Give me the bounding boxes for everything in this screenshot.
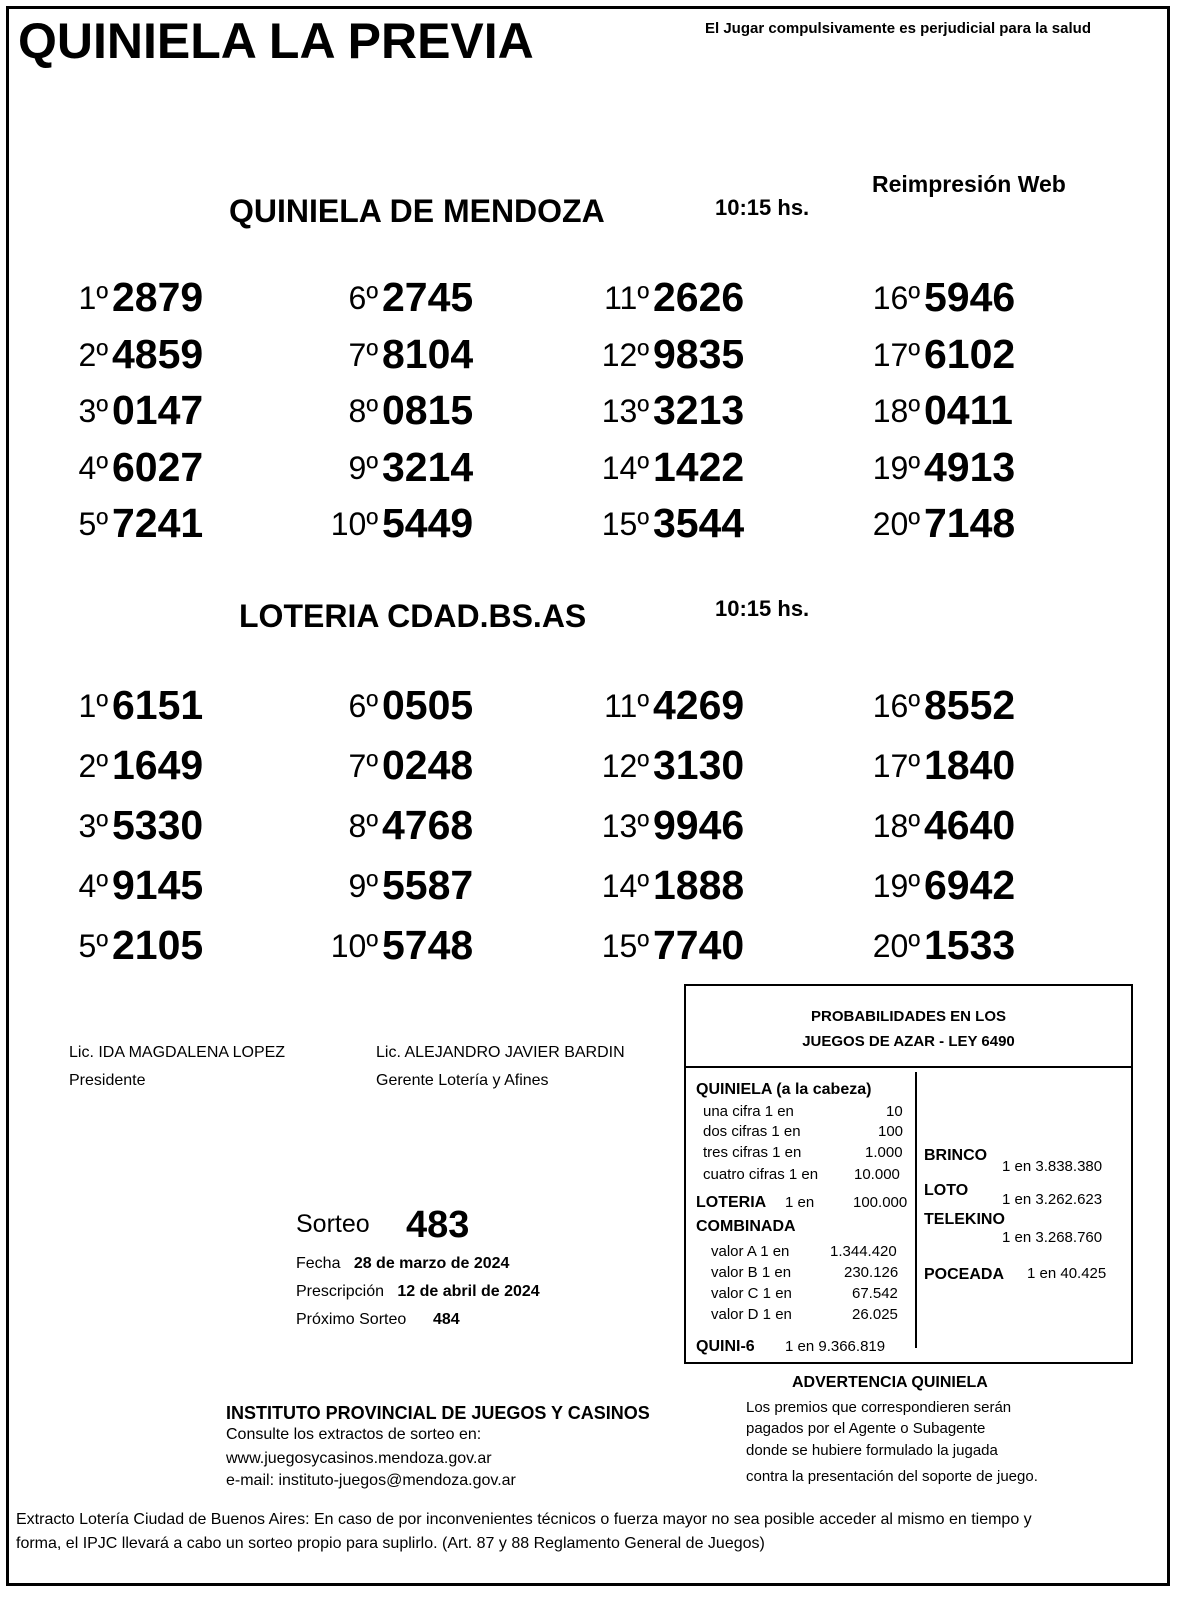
prob-loteria-val: 100.000 (853, 1194, 908, 1211)
bsas-number-11: 4269 (653, 682, 745, 728)
bsas-position-5: 5º (78, 928, 108, 964)
signature-1-role: Presidente (69, 1072, 146, 1089)
page-title: QUINIELA LA PREVIA (18, 13, 534, 69)
signature-2-role: Gerente Lotería y Afines (376, 1072, 549, 1089)
mendoza-position-16: 16º (872, 280, 920, 316)
prob-dos-cifras-val: 100 (878, 1123, 904, 1140)
prob-valor-c-val: 67.542 (852, 1285, 898, 1302)
bsas-number-20: 1533 (924, 922, 1016, 968)
bsas-number-15: 7740 (653, 922, 745, 968)
mendoza-number-18: 0411 (924, 387, 1013, 433)
proximo-value: 484 (432, 1311, 460, 1328)
bsas-position-7: 7º (348, 748, 378, 784)
mendoza-position-17: 17º (872, 336, 920, 373)
prescripcion-label: Prescripción (296, 1283, 385, 1300)
bsas-position-3: 3º (78, 808, 108, 844)
mendoza-position-12: 12º (601, 336, 649, 373)
mendoza-number-12: 9835 (653, 330, 745, 377)
fecha-value: 28 de marzo de 2024 (353, 1255, 510, 1272)
instituto-website[interactable]: www.juegosycasinos.mendoza.gov.ar (226, 1450, 492, 1467)
mendoza-position-4: 4º (78, 449, 108, 486)
mendoza-number-4: 6027 (112, 443, 204, 490)
bsas-time: 10:15 hs. (715, 596, 810, 621)
prob-poceada-val: 1 en 40.425 (1027, 1265, 1107, 1282)
prob-valor-d-val: 26.025 (852, 1306, 898, 1323)
prob-quini6: QUINI-6 (696, 1338, 755, 1355)
prob-divider (915, 1072, 917, 1348)
prob-valor-b-val: 230.126 (844, 1264, 899, 1281)
mendoza-number-3: 0147 (112, 387, 204, 433)
bsas-position-11: 11º (604, 688, 649, 724)
mendoza-position-5: 5º (78, 506, 108, 542)
mendoza-number-13: 3213 (653, 387, 745, 433)
bsas-title: LOTERIA CDAD.BS.AS (239, 598, 587, 634)
bsas-number-8: 4768 (382, 802, 474, 848)
bsas-number-18: 4640 (924, 802, 1016, 848)
bsas-number-13: 9946 (653, 802, 745, 848)
mendoza-position-7: 7º (348, 336, 378, 373)
mendoza-position-18: 18º (872, 393, 920, 429)
prob-tres-cifras-val: 1.000 (865, 1144, 903, 1161)
prescripcion-row (296, 1283, 540, 1301)
mendoza-position-10: 10º (330, 506, 378, 542)
prob-una-cifra-val: 10 (886, 1103, 903, 1120)
mendoza-number-1: 2879 (112, 274, 204, 320)
bsas-number-12: 3130 (653, 742, 745, 788)
proximo-label: Próximo Sorteo (296, 1311, 407, 1328)
bsas-number-6: 0505 (382, 682, 474, 728)
mendoza-number-19: 4913 (924, 443, 1016, 490)
health-warning: El Jugar compulsivamente es perjudicial para la salud (705, 20, 1091, 37)
probabilities-header (686, 986, 1131, 1068)
prob-loteria-en: 1 en (785, 1194, 815, 1211)
prob-quiniela-head: QUINIELA (a la cabeza) (696, 1081, 872, 1098)
bsas-position-18: 18º (872, 808, 920, 844)
bsas-position-10: 10º (330, 928, 378, 964)
prob-brinco-val: 1 en 3.838.380 (1002, 1158, 1103, 1175)
mendoza-position-3: 3º (78, 393, 108, 429)
prob-telekino-val: 1 en 3.268.760 (1002, 1229, 1103, 1246)
mendoza-position-19: 19º (872, 449, 920, 486)
signature-2-name: Lic. ALEJANDRO JAVIER BARDIN (376, 1044, 625, 1061)
advertencia-line-2: pagados por el Agente o Subagente (746, 1420, 986, 1437)
mendoza-number-7: 8104 (382, 330, 474, 377)
mendoza-position-14: 14º (601, 449, 649, 486)
reprint-label: Reimpresión Web (872, 171, 1066, 197)
bsas-position-19: 19º (872, 868, 920, 904)
mendoza-number-14: 1422 (653, 443, 745, 490)
fecha-label: Fecha (296, 1255, 341, 1272)
bsas-position-1: 1º (78, 688, 108, 724)
prob-tres-cifras: tres cifras 1 en (703, 1144, 802, 1161)
mendoza-time: 10:15 hs. (715, 195, 810, 220)
mendoza-position-15: 15º (601, 506, 649, 542)
bsas-position-13: 13º (601, 808, 649, 844)
prob-una-cifra: una cifra 1 en (703, 1103, 794, 1120)
prescripcion-value: 12 de abril de 2024 (397, 1283, 540, 1300)
bsas-number-5: 2105 (112, 922, 204, 968)
bsas-number-9: 5587 (382, 862, 474, 908)
proximo-row (296, 1311, 460, 1329)
mendoza-number-20: 7148 (924, 500, 1016, 546)
mendoza-number-6: 2745 (382, 274, 474, 320)
footer-note-line-1: Extracto Lotería Ciudad de Buenos Aires: En caso de por inconvenientes técnicos o fuerza mayor no sea posible acceder al mismo en tiempo y (16, 1511, 1032, 1528)
mendoza-position-2: 2º (78, 336, 108, 373)
mendoza-title: QUINIELA DE MENDOZA (229, 193, 605, 229)
bsas-position-12: 12º (601, 748, 649, 784)
instituto-email[interactable]: e-mail: instituto-juegos@mendoza.gov.ar (226, 1472, 516, 1489)
bsas-position-16: 16º (872, 688, 920, 724)
bsas-position-2: 2º (78, 748, 108, 784)
mendoza-position-8: 8º (348, 393, 378, 429)
bsas-number-1: 6151 (112, 682, 204, 728)
mendoza-number-10: 5449 (382, 500, 474, 546)
mendoza-position-9: 9º (348, 449, 378, 486)
mendoza-number-11: 2626 (653, 274, 745, 320)
bsas-number-10: 5748 (382, 922, 474, 968)
bsas-position-14: 14º (601, 868, 649, 904)
sorteo-number: 483 (406, 1204, 470, 1246)
prob-combinada: COMBINADA (696, 1218, 796, 1235)
mendoza-number-16: 5946 (924, 274, 1016, 320)
prob-title-line1: PROBABILIDADES EN LOS (810, 1008, 1006, 1025)
mendoza-position-11: 11º (604, 280, 649, 316)
advertencia-title: ADVERTENCIA QUINIELA (792, 1374, 988, 1391)
mendoza-number-15: 3544 (653, 500, 745, 546)
bsas-position-8: 8º (348, 808, 378, 844)
instituto-line-1: Consulte los extractos de sorteo en: (226, 1426, 482, 1443)
bsas-position-15: 15º (601, 928, 649, 964)
mendoza-number-5: 7241 (112, 500, 204, 546)
prob-quini6-val: 1 en 9.366.819 (785, 1338, 886, 1355)
prob-poceada: POCEADA (924, 1266, 1005, 1283)
prob-valor-a: valor A 1 en (711, 1243, 790, 1260)
bsas-number-17: 1840 (924, 742, 1016, 788)
mendoza-number-8: 0815 (382, 387, 474, 433)
prob-loto: LOTO (924, 1182, 969, 1199)
fecha-row (296, 1255, 509, 1273)
mendoza-number-9: 3214 (382, 443, 474, 490)
bsas-position-4: 4º (78, 868, 108, 904)
mendoza-position-6: 6º (348, 280, 378, 316)
prob-cuatro-cifras-val: 10.000 (854, 1166, 900, 1183)
prob-valor-d: valor D 1 en (711, 1306, 792, 1323)
bsas-number-19: 6942 (924, 862, 1016, 908)
prob-valor-c: valor C 1 en (711, 1285, 792, 1302)
bsas-position-17: 17º (872, 748, 920, 784)
footer-note-line-2: forma, el IPJC llevará a cabo un sorteo propio para suplirlo. (Art. 87 y 88 Reglamento General de Juegos) (16, 1535, 765, 1552)
prob-cuatro-cifras: cuatro cifras 1 en (703, 1166, 819, 1183)
prob-brinco: BRINCO (924, 1147, 988, 1164)
prob-loto-val: 1 en 3.262.623 (1002, 1191, 1103, 1208)
prob-valor-b: valor B 1 en (711, 1264, 792, 1281)
mendoza-position-1: 1º (78, 280, 108, 316)
bsas-position-6: 6º (348, 688, 378, 724)
probabilities-box (684, 984, 1133, 1364)
prob-loteria: LOTERIA (696, 1194, 767, 1211)
prob-dos-cifras: dos cifras 1 en (703, 1123, 801, 1140)
prob-title-line2: JUEGOS DE AZAR - LEY 6490 (802, 1033, 1015, 1050)
bsas-number-4: 9145 (112, 862, 204, 908)
bsas-number-16: 8552 (924, 682, 1016, 728)
mendoza-number-2: 4859 (112, 330, 204, 377)
bsas-position-9: 9º (348, 868, 378, 904)
bsas-position-20: 20º (872, 928, 920, 964)
signature-1-name: Lic. IDA MAGDALENA LOPEZ (69, 1044, 286, 1061)
bsas-number-3: 5330 (112, 802, 204, 848)
prob-telekino: TELEKINO (924, 1211, 1005, 1228)
sorteo-label: Sorteo (296, 1210, 370, 1238)
advertencia-line-1: Los premios que correspondieren serán (746, 1399, 1012, 1416)
bsas-number-14: 1888 (653, 862, 745, 908)
mendoza-number-17: 6102 (924, 330, 1016, 377)
bsas-number-7: 0248 (382, 742, 474, 788)
advertencia-line-3: donde se hubiere formulado la jugada (746, 1442, 998, 1459)
advertencia-line-4: contra la presentación del soporte de juego. (746, 1468, 1038, 1485)
bsas-number-2: 1649 (112, 742, 204, 788)
instituto-name: INSTITUTO PROVINCIAL DE JUEGOS Y CASINOS (226, 1403, 650, 1423)
mendoza-position-20: 20º (872, 506, 920, 542)
prob-valor-a-val: 1.344.420 (830, 1243, 897, 1260)
mendoza-position-13: 13º (601, 393, 649, 429)
